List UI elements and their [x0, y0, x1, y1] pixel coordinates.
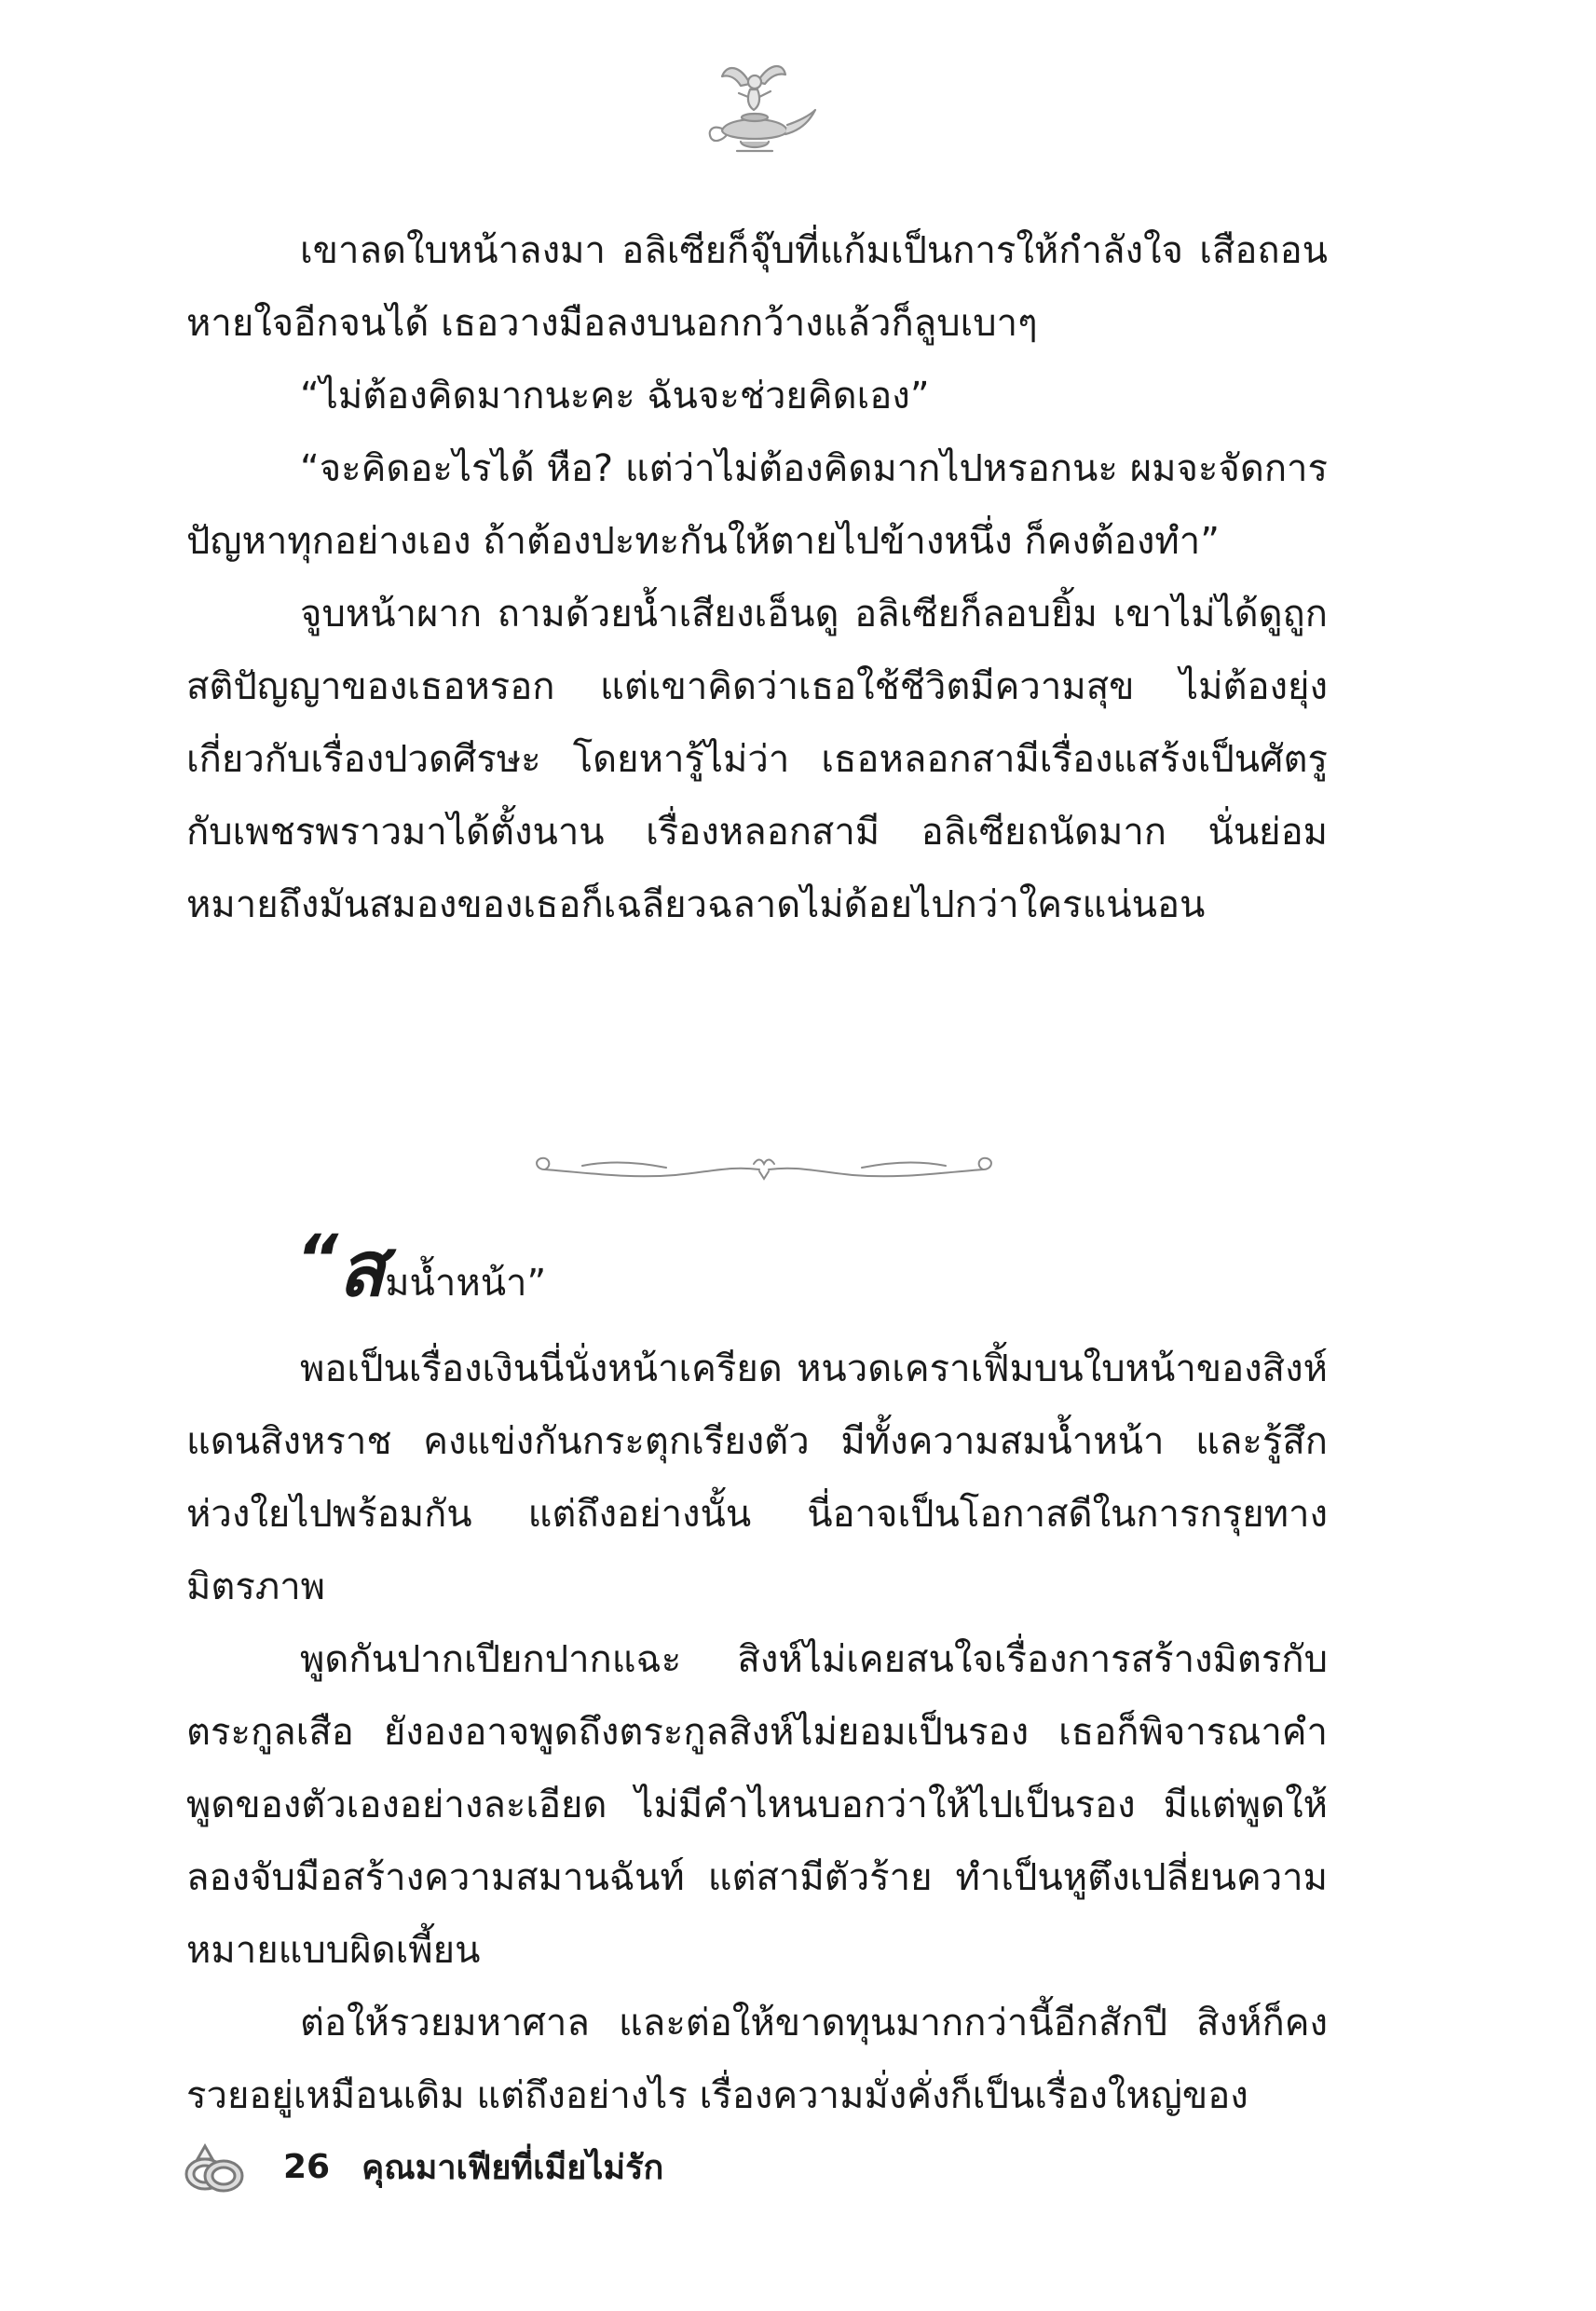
section-2-text	[186, 1333, 1328, 2132]
dialogue-paragraph: “ไม่ต้องคิดมากนะคะ ฉันจะช่วยคิดเอง”	[300, 375, 930, 417]
wedding-rings-icon	[177, 2133, 252, 2200]
dialogue-paragraph: “จะคิดอะไรได้ หือ? แต่ว่าไม่ต้องคิดมากไปหรอกนะ ผมจะจัดการปัญหาทุกอย่างเอง ถ้าต้องปะทะกันให้ตายไปข้างหนึ่ง ก็คงต้องทำ”	[186, 447, 1328, 563]
paragraph: พอเป็นเรื่องเงินนี่นั่งหน้าเครียด หนวดเคราเฟิ้มบนใบหน้าของสิงห์ แดนสิงหราช คงแข่งกันกระตุกเรียงตัว มีทั้งความสมน้ำหน้า และรู้สึกห่วงใยไปพร้อมกัน แต่ถึงอย่างนั้น นี่อาจเป็นโอกาสดีในการกรุยทางมิตรภาพ	[186, 1347, 1328, 1608]
paragraph: จูบหน้าผาก ถามด้วยน้ำเสียงเอ็นดู อลิเซียก็ลอบยิ้ม เขาไม่ได้ดูถูกสติปัญญาของเธอหรอก แต่เขาคิดว่าเธอใช้ชีวิตมีความสุข ไม่ต้องยุ่งเกี่ยวกับเรื่องปวดศีรษะ โดยหารู้ไม่ว่า เธอหลอกสามีเรื่องแสร้งเป็นศัตรูกับเพชรพราวมาได้ตั้งนาน เรื่องหลอกสามี อลิเซียถนัดมาก นั่นย่อมหมายถึงมันสมองของเธอก็เฉลียวฉลาดไม่ด้อยไปกว่าใครแน่นอน	[186, 593, 1328, 926]
section-title	[296, 1221, 547, 1314]
cupid-teapot-ornament-icon	[685, 56, 825, 168]
book-title: คุณมาเฟียที่เมียไม่รัก	[361, 2148, 664, 2187]
page-number: 26	[283, 2147, 331, 2186]
title-rest: มน้ำหน้า”	[385, 1262, 547, 1305]
paragraph: พูดกันปากเปียกปากแฉะ สิงห์ไม่เคยสนใจเรื่องการสร้างมิตรกับตระกูลเสือ ยังองอาจพูดถึงตระกูลสิงห์ไม่ยอมเป็นรอง เธอก็พิจารณาคำพูดของตัวเองอย่างละเอียด ไม่มีคำไหนบอกว่าให้ไปเป็นรอง มีแต่พูดให้ลองจับมือสร้างความสมานฉันท์ แต่สามีตัวร้าย ทำเป็นหูตึงเปลี่ยนความหมายแบบผิดเพี้ยน	[186, 1638, 1328, 1972]
title-dropcap: ส	[338, 1225, 386, 1314]
paragraph: ต่อให้รวยมหาศาล และต่อให้ขาดทุนมากกว่านี้อีกสักปี สิงห์ก็คงรวยอยู่เหมือนเดิม แต่ถึงอย่างไร เรื่องความมั่งคั่งก็เป็นเรื่องใหญ่ของ	[186, 2002, 1328, 2117]
paragraph: เขาลดใบหน้าลงมา อลิเซียก็จุ๊บที่แก้มเป็นการให้กำลังใจ เสือถอนหายใจอีกจนได้ เธอวางมือลงบนอกกว้างแล้วก็ลูบเบาๆ	[186, 229, 1328, 345]
title-open-quote: “	[296, 1221, 339, 1297]
flourish-divider-icon	[526, 1142, 1002, 1197]
page-footer	[177, 2129, 663, 2204]
section-1-text	[186, 214, 1328, 941]
